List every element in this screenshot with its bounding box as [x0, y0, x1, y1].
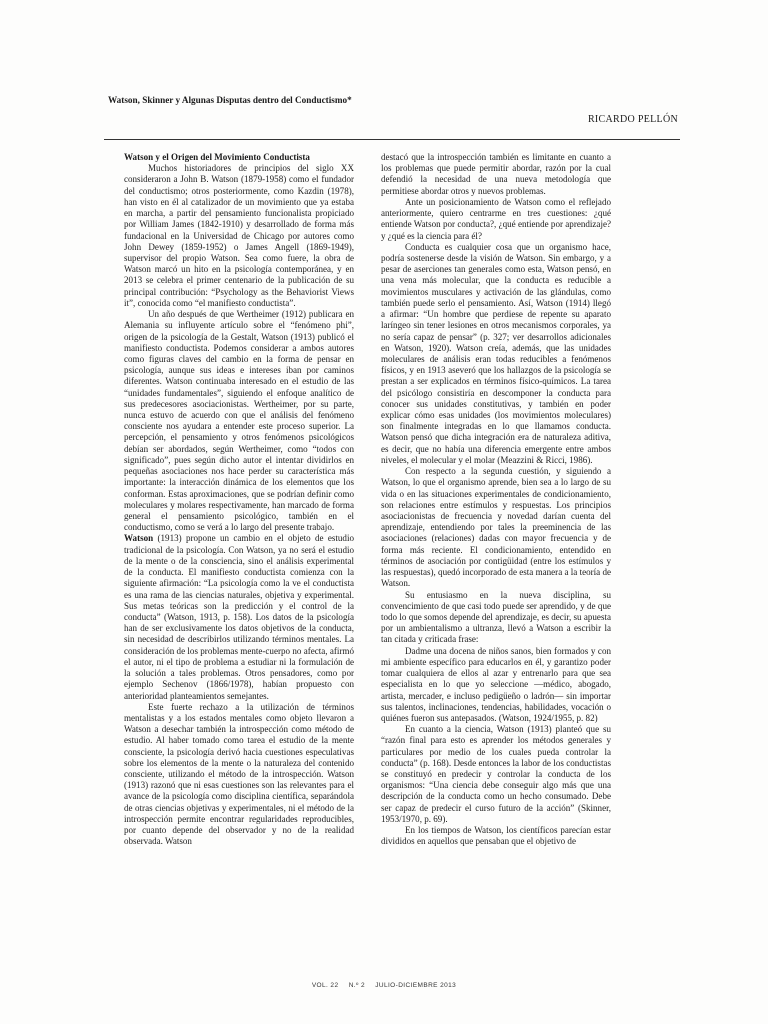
author-name: RICARDO PELLÓN: [587, 114, 678, 125]
paragraph: Ante un posicionamiento de Watson como el reflejado anteriormente, quiero centrarme en tres cuestiones: ¿qué entiende Watson por conducta?, ¿qué entiende por aprendizaje? y ¿qué es la ciencia para él?: [381, 196, 611, 241]
block-quote: Dadme una docena de niños sanos, bien formados y con mi ambiente específico para educarlos en él, y garantizo poder tomar cualquiera de ellos al azar y entrenarlo para que sea especialista en lo que yo seleccione —médico, abogado, artista, mercader, e incluso pedigüeño o ladrón— sin importar sus talentos, inclinaciones, tendencias, habilidades, vocación o quiénes fueron sus antepasados. (Watson, 1924/1955, p. 82): [381, 645, 611, 723]
paragraph-lead-word: Watson: [124, 533, 154, 544]
paragraph: Este fuerte rechazo a la utilización de términos mentalistas y a los estados mentales como objeto llevaron a Watson a desechar también la introspección como método de estudio. Al haber tomado como tarea el estudio de la mente consciente, la psicología derivó hacia cuestiones especulativas sobre los elementos de la mente o la naturaleza del contenido consciente, utilizando el método de la introspección. Watson (1913) razonó que ni esas cuestiones son las relevantes para el avance de la psicología como disciplina científica, separándola de otras ciencias objetivas y experimentales, ni el método de la introspección permite encontrar regularidades reproducibles, por cuanto depende del observador y no de la realidad observada. Watson: [124, 701, 354, 847]
footer-volume: VOL. 22: [311, 982, 339, 989]
paragraph: Muchos historiadores de principios del siglo XX consideraron a John B. Watson (1879-1958) como el fundador del conductismo; otros posteriormente, como Kazdin (1978), han visto en él al catalizador de un movimiento que ya estaba en marcha, a partir del pensamiento funcionalista propiciado por William James (1842-1910) y desarrollado de forma más fundacional en la Universidad de Chicago por autores como John Dewey (1859-1952) o James Angell (1869-1949), supervisor del propio Watson. Sea como fuere, la obra de Watson marcó un hito en la psicología contemporánea, y en 2013 se celebra el primer centenario de la publicación de su principal contribución: “Psychology as the Behaviorist Views it”, conocida como “el manifiesto conductista”.: [124, 163, 354, 308]
paragraph: Su entusiasmo en la nueva disciplina, su convencimiento de que casi todo puede ser aprendido, y de que todo lo que somos depende del aprendizaje, es decir, su apuesta por un ambientalismo a ultranza, llevó a Watson a escribir la tan citada y criticada frase:: [381, 589, 611, 645]
running-title: Watson, Skinner y Algunas Disputas dentro del Conductismo*: [108, 95, 352, 105]
paragraph: En cuanto a la ciencia, Watson (1913) planteó que su “razón final para esto es aprender los métodos generales y particulares por medio de los cuales pueda controlar la conducta” (p. 168). Desde entonces la labor de los conductistas se constituyó en predecir y controlar la conducta de los organismos: “Una ciencia debe conseguir algo más que una descripción de la conducta como un hecho consumado. Debe ser capaz de predecir el curso futuro de la acción” (Skinner, 1953/1970, p. 69).: [381, 724, 611, 824]
page-footer: [0, 982, 768, 989]
paragraph: En los tiempos de Watson, los científicos parecían estar divididos en aquellos que pensaban que el objetivo de: [381, 825, 611, 847]
right-column: [381, 152, 611, 848]
paragraph: destacó que la introspección también es limitante en cuanto a los problemas que puede permitir abordar, razón por la cual defendió la necesidad de una nueva metodología que permitiese abordar otros y nuevos problemas.: [381, 152, 611, 196]
paragraph: Un año después de que Wertheimer (1912) publicara en Alemania su influyente artículo sobre el “fenómeno phi”, origen de la psicología de la Gestalt, Watson (1913) publicó el manifiesto conductista. Podemos considerar a ambos autores como figuras claves del cambio en la forma de pensar en psicología, aunque sus ideas e intereses iban por caminos diferentes. Watson continuaba interesado en el estudio de las “unidades fundamentales”, siguiendo el enfoque analítico de sus predecesores asociacionistas. Wertheimer, por su parte, nunca estuvo de acuerdo con que el análisis del fenómeno consciente nos ayudara a entender este proceso superior. La percepción, el pensamiento y otros fenómenos psicológicos debían ser abordados, según Wertheimer, como “todos con significado”, pues según dicho autor el intentar dividirlos en pequeñas asociaciones nos hace perder su característica más importante: la interacción dinámica de los elementos que los conforman. Estas aproximaciones, que se podrían definir como moleculares y molares respectivamente, han marcado de forma general el pensamiento psicológico, también en el conductismo, como se verá a lo largo del presente trabajo.: [124, 309, 354, 533]
left-column: [124, 152, 354, 848]
paragraph: Conducta es cualquier cosa que un organismo hace, podría sostenerse desde la visión de Watson. Sin embargo, y a pesar de aserciones tan generales como esta, Watson pensó, en una vena más molecular, que la conducta es reducible a movimientos musculares y activación de las glándulas, como también puede serlo el pensamiento. Así, Watson (1914) llegó a afirmar: “Un hombre que perdiese de repente su aparato laríngeo sin tener lesiones en otros mecanismos corporales, ya no sería capaz de pensar” (p. 327; ver desarrollos adicionales en Watson, 1920). Watson creía, además, que las unidades moleculares de análisis eran todas reducibles a fenómenos físicos, y en 1913 aseveró que los hallazgos de la psicología se prestan a ser explicados en términos físico-químicos. La tarea del psicólogo consistiría en descomponer la conducta para conocer sus unidades constitutivas, y también en poder explicar cómo esas unidades (los movimientos moleculares) son finalmente integradas en lo que llamamos conducta. Watson pensó que dicha integración era de naturaleza aditiva, es decir, que no había una diferencia emergente entre ambos niveles, el molecular y el molar (Meazzini & Ricci, 1986).: [381, 241, 611, 465]
paragraph: [124, 533, 354, 701]
header-rule: [104, 139, 680, 140]
paragraph: Con respecto a la segunda cuestión, y siguiendo a Watson, lo que el organismo aprende, bien sea a lo largo de su vida o en las situaciones experimentales de condicionamiento, son relaciones entre estímulos y respuestas. Los principios asociacionistas de frecuencia y novedad darían cuenta del aprendizaje, entendiendo por tales la preeminencia de las asociaciones (relaciones) dadas con mayor frecuencia y de forma más reciente. El condicionamiento, entendido en términos de asociación por contigüidad (entre los estímulos y las respuestas), quedó incorporado de esta manera a la teoría de Watson.: [381, 466, 611, 589]
footer-number: N.º 2: [348, 982, 365, 989]
section-heading: Watson y el Origen del Movimiento Conductista: [124, 152, 310, 162]
paragraph-body: (1913) propone un cambio en el objeto de estudio tradicional de la psicología. Con Watson, ya no será el estudio de la mente o de la consciencia, sino el análisis experimental de la conducta. El manifiesto conductista comienza con la siguiente afirmación: “La psicología como la ve el conductista es una rama de las ciencias naturales, objetiva y experimental. Sus metas teóricas son la predicción y el control de la conducta” (Watson, 1913, p. 158). Los datos de la psicología han de ser exclusivamente los datos objetivos de la conducta, sin necesidad de describirlos utilizando términos mentales. La consideración de los problemas mente-cuerpo no afecta, afirmó el autor, ni el tipo de problema a estudiar ni la formulación de la solución a tales problemas. Otros pensadores, como por ejemplo Sechenov (1866/1978), habían propuesto con anterioridad planteamientos semejantes.: [124, 533, 354, 701]
footer-period: JULIO-DICIEMBRE 2013: [375, 982, 457, 989]
